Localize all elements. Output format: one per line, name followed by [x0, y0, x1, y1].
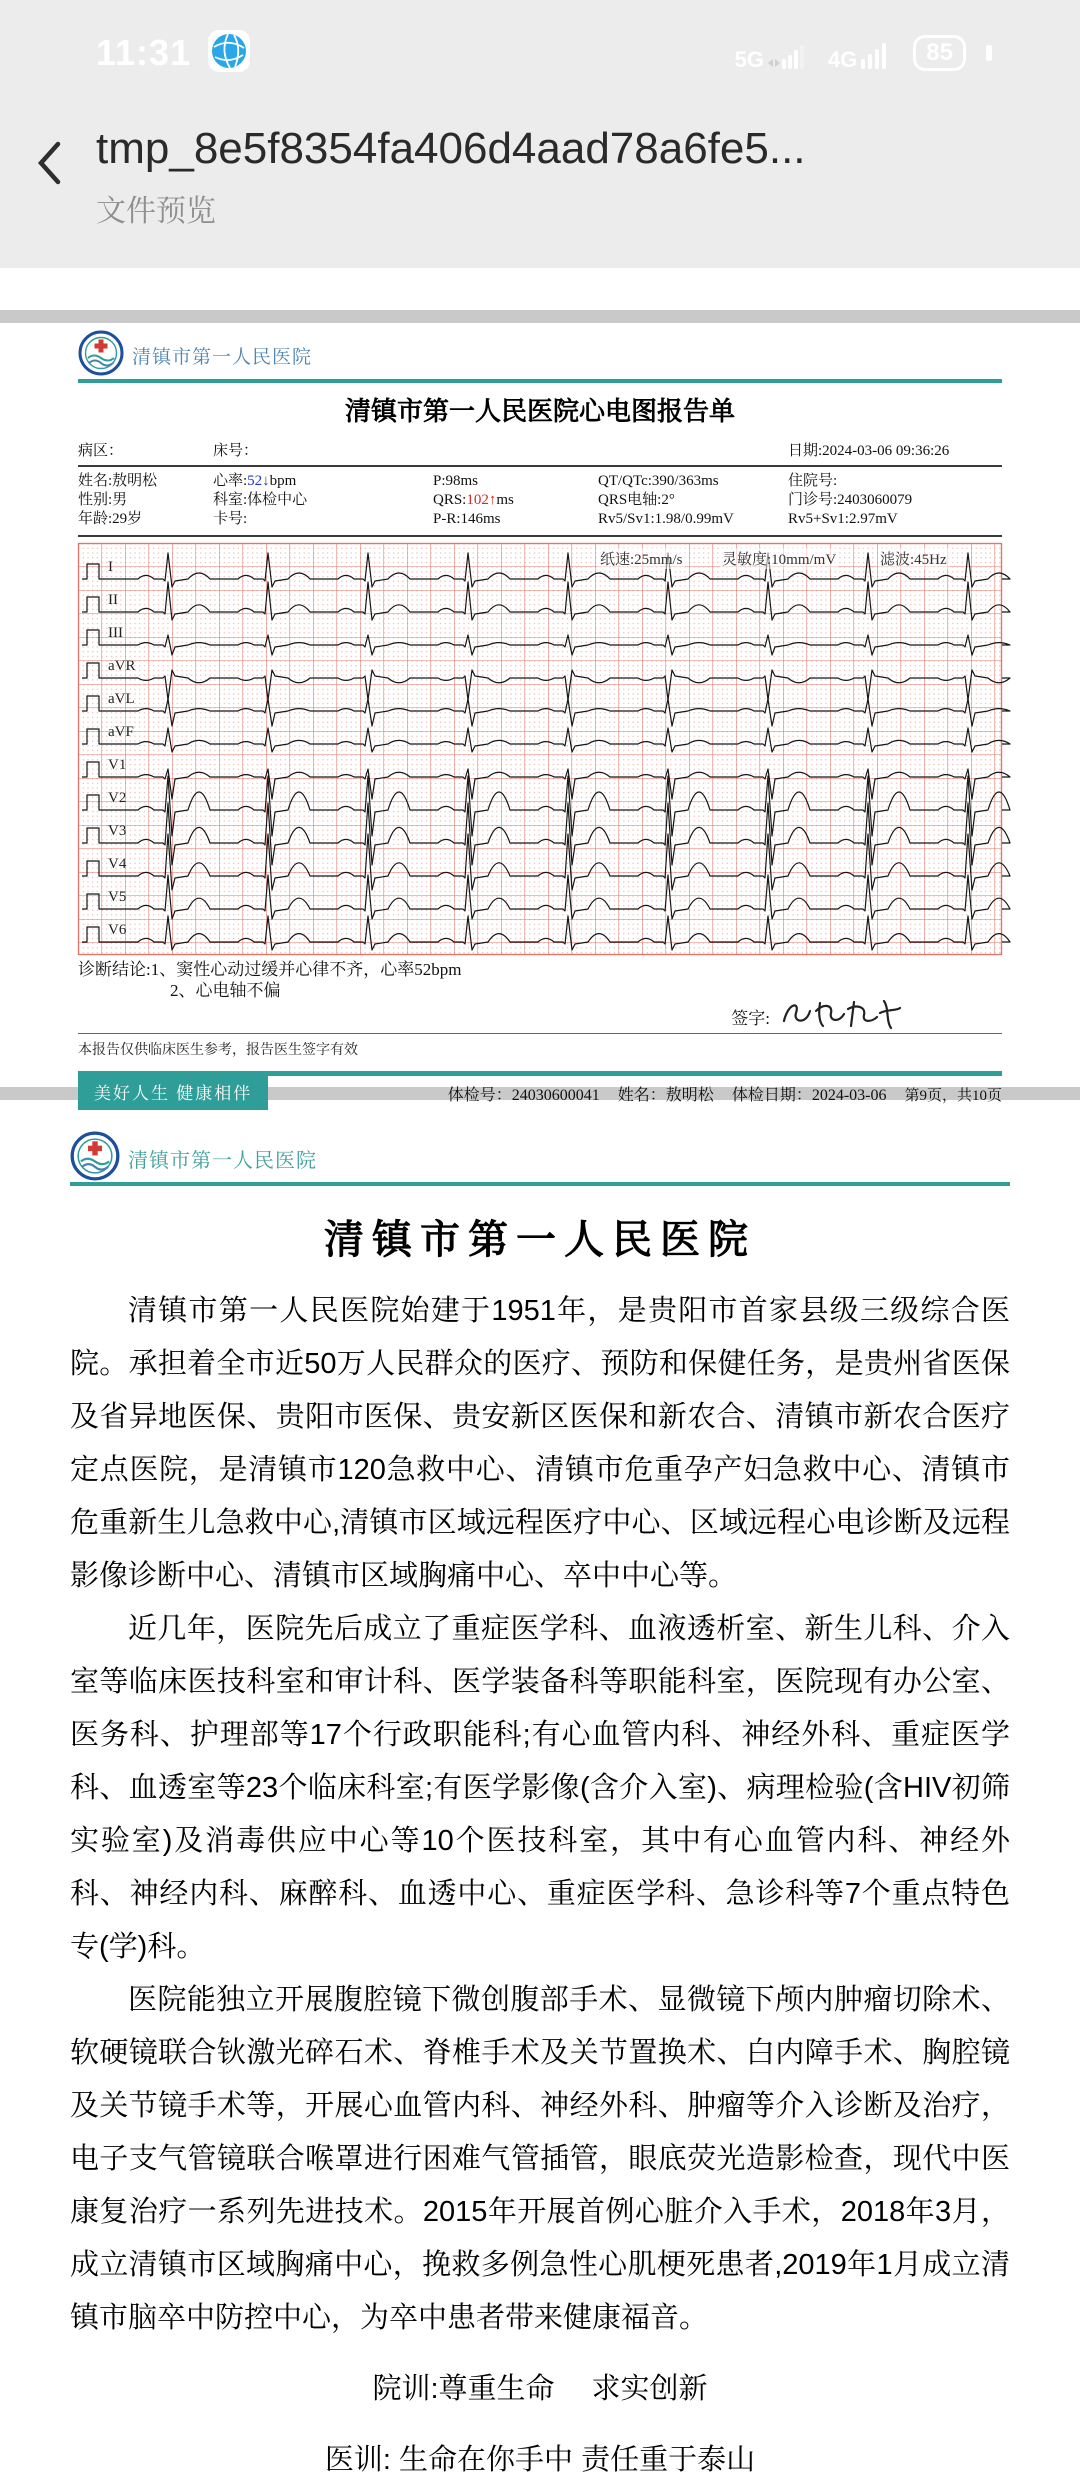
hospital-motto: 院训:尊重生命 求实创新 — [372, 2373, 708, 2405]
signature-row — [78, 1001, 1002, 1031]
diagnosis-line-1: 诊断结论:1、窦性心动过缓并心律不齐，心率52bpm — [78, 960, 462, 979]
pr-field: P-R:146ms — [433, 511, 501, 527]
qt-field: QT/QTc:390/363ms — [598, 473, 719, 489]
card-field: 卡号: — [213, 511, 248, 527]
p-field: P:98ms — [433, 473, 479, 489]
doctor-signature — [776, 995, 906, 1038]
status-bar — [0, 0, 1080, 96]
medical-motto: 医训: 生命在你手中 责任重于泰山 — [324, 2444, 756, 2476]
preview-label: 文件预览 — [96, 195, 216, 228]
ecg-lead-label-V4: V4 — [108, 856, 127, 872]
signal-5g-icon: 5G — [735, 39, 808, 71]
filter-label: 滤波:45Hz — [878, 548, 949, 569]
back-chevron-icon — [34, 140, 62, 186]
browser-app-icon — [207, 29, 251, 78]
rv5-plus-sv1-field: Rv5+Sv1:2.97mV — [788, 511, 898, 527]
teal-rule — [78, 379, 1002, 383]
hospital-logo — [78, 330, 124, 381]
date-field: 日期:2024-03-06 09:36:26 — [788, 443, 950, 459]
exam-no: 体检号：24030600041 — [447, 1087, 600, 1104]
ecg-lead-label-V5: V5 — [108, 889, 127, 905]
bed-field: 床号： — [213, 443, 259, 459]
intro-paragraph-2: 近几年，医院先后成立了重症医学科、血液透析室、新生儿科、介入室等临床医技科室和审计科、医学装备科等职能科室，医院现有办公室、医务科、护理部等17个行政职能科;有心血管内科、神经外科、重症医学科、血透室等23个临床科室;有医学影像(含介入室)、病理检验(含HIV初筛实验室)及消毒供应中心等10个医技科室，其中有心血管内科、神经外科、神经内科、麻醉科、血透中心、重症医学科、急诊科等7个重点特色专(学)科。 — [70, 1613, 1010, 1963]
ecg-lead-label-III: III — [108, 625, 123, 641]
heart-rate-field: 心率:52↓bpm — [213, 473, 297, 489]
hospital-name: 清镇市第一人民医院 — [128, 1149, 317, 1172]
page-indicator: 第9页，共10页 — [904, 1088, 1002, 1104]
battery-icon — [913, 35, 966, 71]
ecg-lead-label-V3: V3 — [108, 823, 127, 839]
ecg-lead-label-V6: V6 — [108, 922, 127, 938]
intro-paragraph-3: 医院能独立开展腹腔镜下微创腹部手术、显微镜下颅内肿瘤切除术、软硬镜联合钬激光碎石术、脊椎手术及关节置换术、白内障手术、胸腔镜及关节镜手术等，开展心血管内科、神经外科、肿瘤等介入诊断及治疗，电子支气管镜联合喉罩进行困难气管插管，眼底荧光造影检查，现代中医康复治疗一系列先进技术。2015年开展首例心脏介入手术，2018年3月，成立清镇市区域胸痛中心，挽救多例急性心肌梗死患者,2019年1月成立清镇市脑卒中防控中心，为卒中患者带来健康福音。 — [70, 1984, 1010, 2334]
app-bar — [0, 96, 1080, 268]
signature-label: 签字: — [731, 1008, 770, 1028]
battery-percent: 85 — [926, 39, 953, 66]
page-divider — [0, 310, 1080, 323]
intro-title: 清镇市第一人民医院 — [324, 1217, 756, 1262]
ecg-lead-label-V2: V2 — [108, 790, 127, 806]
sensitivity-label: 灵敏度:10mm/mV — [720, 548, 838, 569]
clock: 11:31 — [96, 32, 192, 73]
qrs-field: QRS:102↑ms — [433, 492, 514, 508]
diagnosis-line-2: 2、心电轴不偏 — [170, 981, 281, 1000]
ecg-lead-label-V1: V1 — [108, 757, 127, 773]
report-title: 清镇市第一人民医院心电图报告单 — [344, 397, 735, 426]
ecg-grid — [78, 543, 1002, 955]
ecg-lead-label-II: II — [108, 592, 118, 608]
file-title: tmp_8e5f8354fa406d4aad78a6fe5... — [96, 124, 806, 173]
back-button[interactable] — [34, 140, 62, 191]
ecg-lead-label-I: I — [108, 559, 113, 575]
ward-field: 病区： — [78, 443, 124, 459]
battery-nub — [986, 45, 992, 61]
rv5sv1-field: Rv5/Sv1:1.98/0.99mV — [598, 511, 734, 527]
disclaimer: 本报告仅供临床医生参考，报告医生签字有效 — [78, 1043, 358, 1058]
report-footer — [78, 1071, 1002, 1110]
paper-speed-label: 纸速:25mm/s — [598, 548, 685, 569]
slogan-badge: 美好人生 健康相伴 — [78, 1076, 268, 1110]
outpatient-no-field: 门诊号:2403060079 — [788, 492, 913, 508]
name-field: 姓名:敖明松 — [78, 473, 158, 489]
hospital-intro-page — [0, 1100, 1080, 2487]
qrs-axis-field: QRS电轴:2° — [598, 492, 675, 508]
previous-page-tail — [0, 268, 1080, 310]
ecg-chart — [78, 543, 1002, 955]
hospital-logo — [70, 1131, 120, 1186]
inpatient-no-field: 住院号: — [788, 473, 838, 489]
footer-name: 姓名：敖明松 — [617, 1087, 714, 1104]
intro-paragraph-1: 清镇市第一人民医院始建于1951年，是贵阳市首家县级三级综合医院。承担着全市近50万人民群众的医疗、预防和保健任务，是贵州省医保及省异地医保、贵阳市医保、贵安新区医保和新农合、清镇市新农合医疗定点医院，是清镇市120急救中心、清镇市危重孕产妇急救中心、清镇市危重新生儿急救中心,清镇市区域远程医疗中心、区域远程心电诊断及远程影像诊断中心、清镇市区域胸痛中心、卒中中心等。 — [70, 1295, 1010, 1592]
document-viewer[interactable] — [0, 268, 1080, 2476]
patient-info-table — [78, 436, 1002, 537]
ecg-report-page — [0, 323, 1080, 1104]
hospital-header — [70, 1134, 1010, 1182]
ecg-lead-label-aVR: aVR — [108, 658, 136, 674]
exam-date: 体检日期：2024-03-06 — [731, 1087, 887, 1104]
signal-4g-icon: 4G — [828, 39, 893, 71]
sex-field: 性别:男 — [78, 492, 128, 508]
age-field: 年龄:29岁 — [78, 511, 143, 527]
hospital-name: 清镇市第一人民医院 — [132, 346, 313, 368]
footer-meta — [430, 1082, 1002, 1105]
intro-body — [70, 1285, 1010, 2345]
hospital-header — [78, 331, 1002, 379]
dept-field: 科室:体检中心 — [213, 492, 308, 508]
ecg-lead-label-aVF: aVF — [108, 724, 134, 740]
ecg-lead-label-aVL: aVL — [108, 691, 135, 707]
teal-rule — [70, 1182, 1010, 1186]
